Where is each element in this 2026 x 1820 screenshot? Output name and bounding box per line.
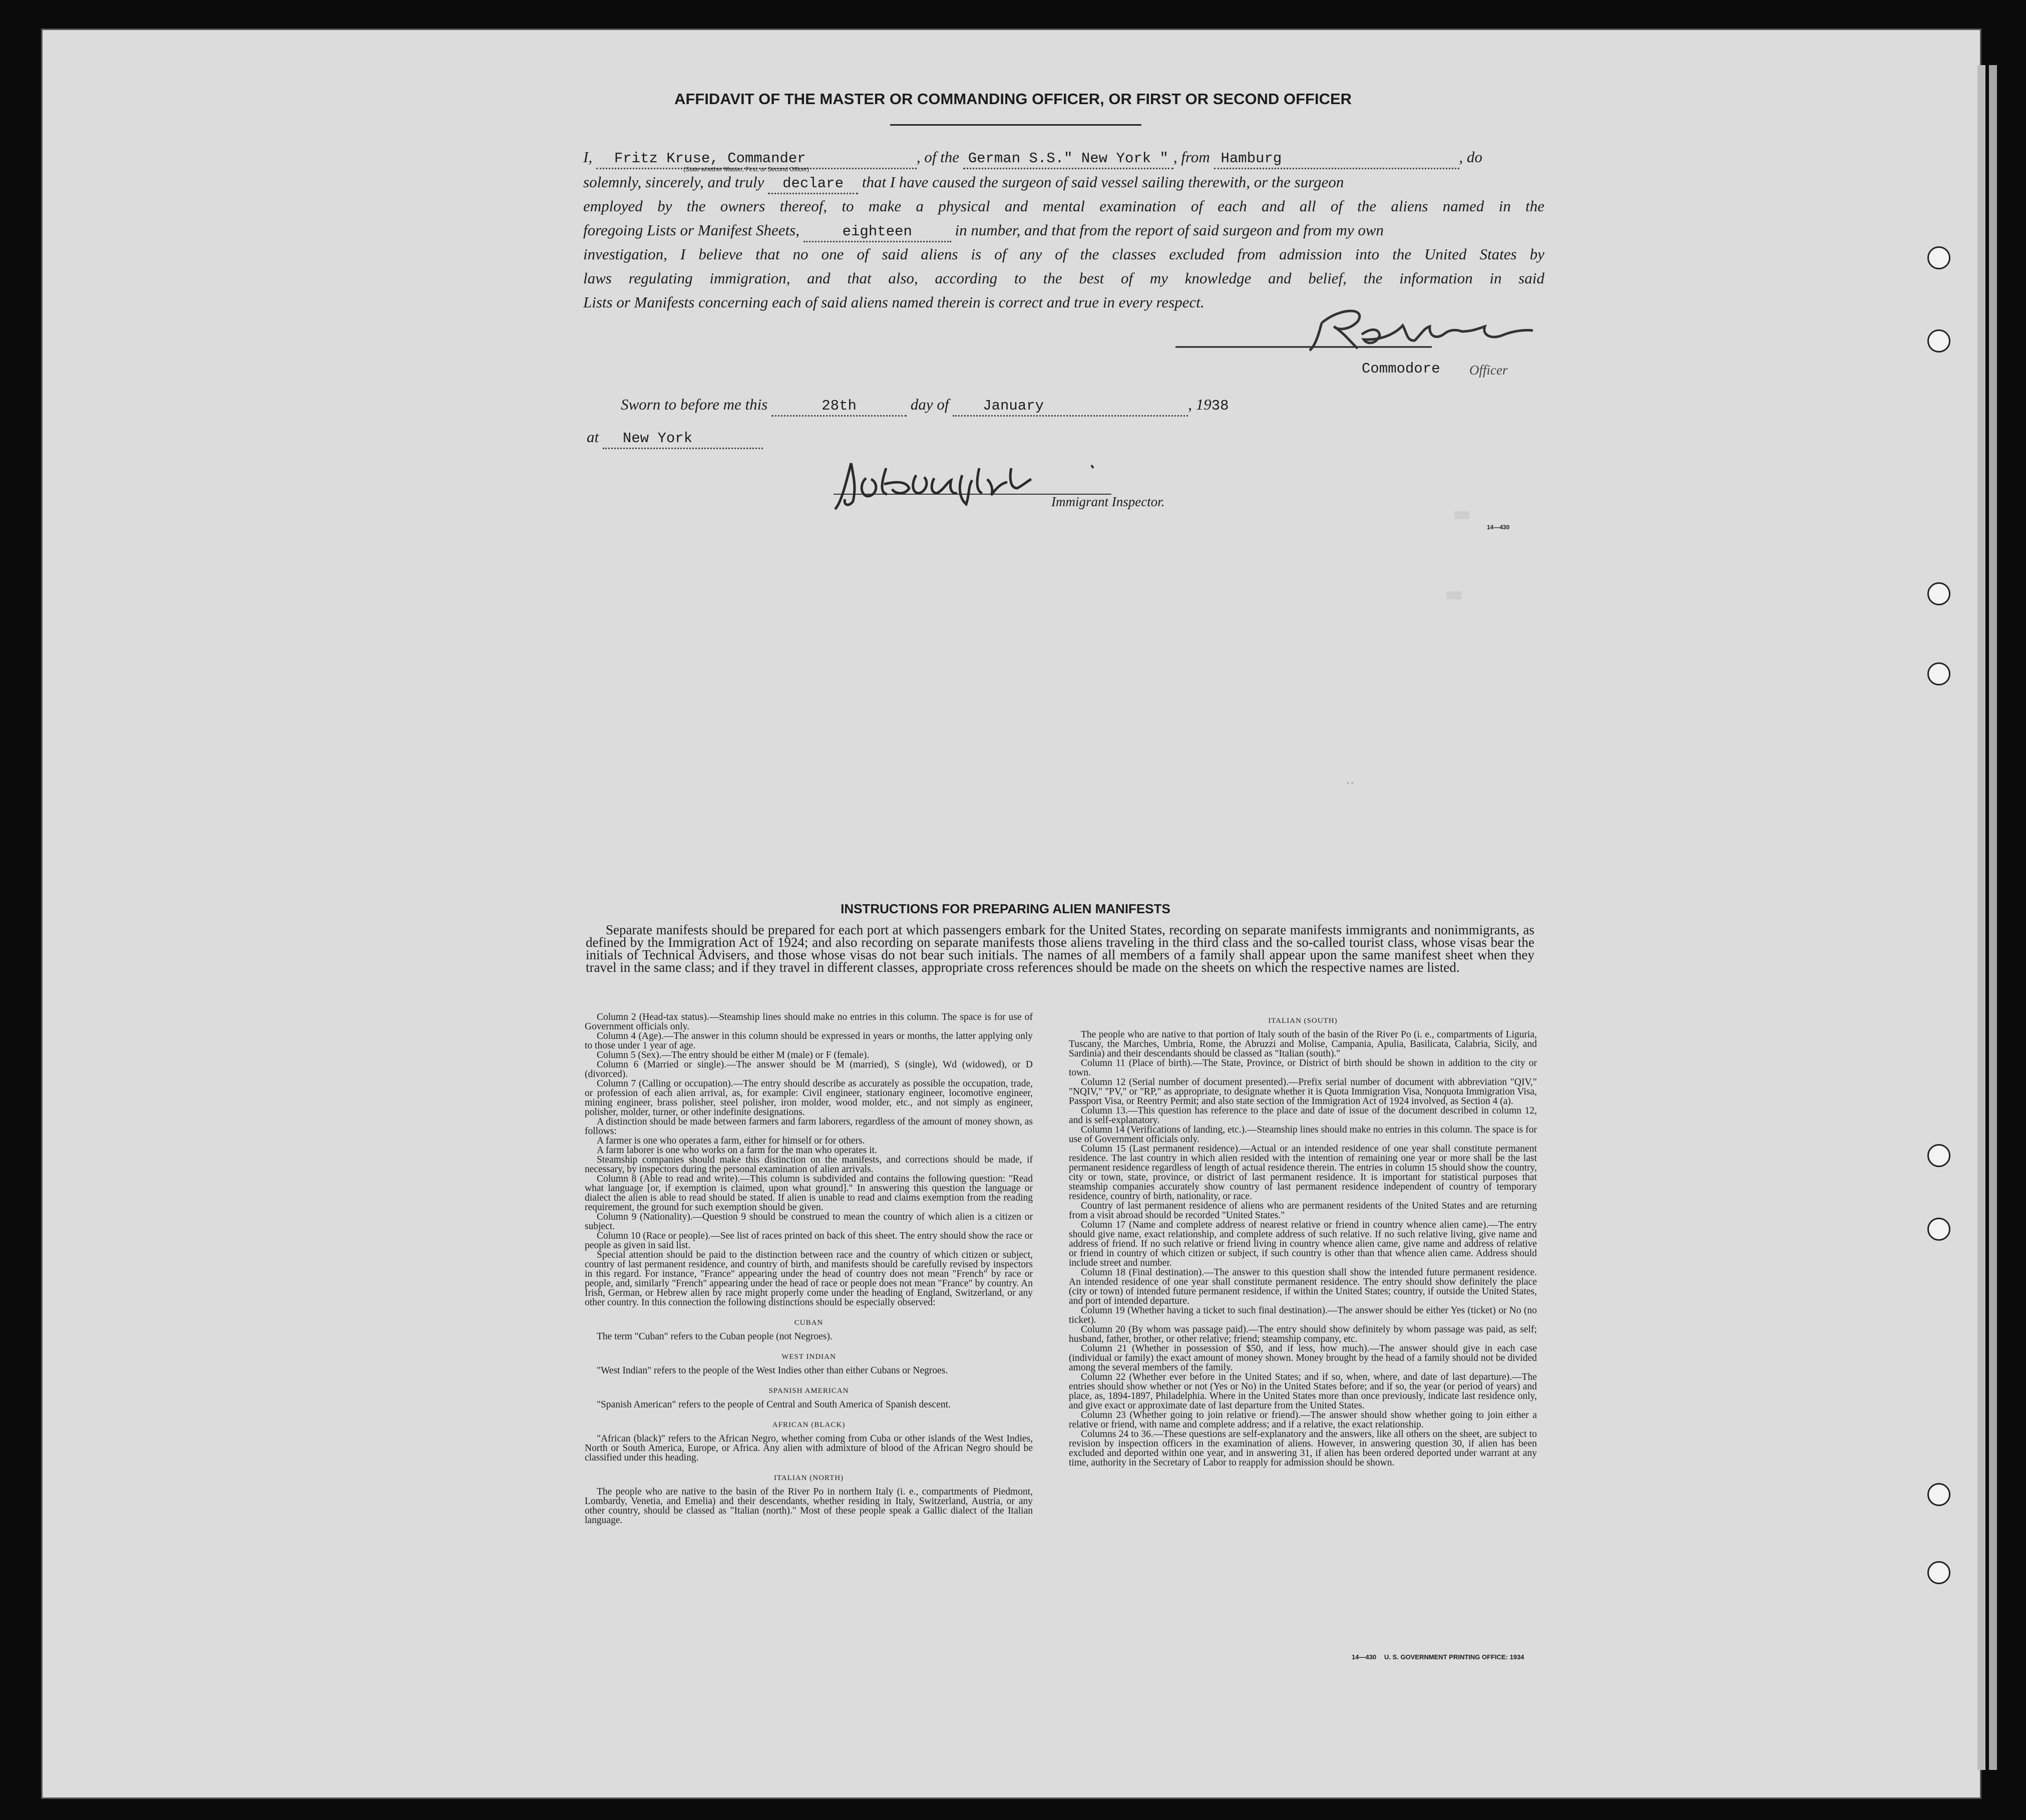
instructions-title: INSTRUCTIONS FOR PREPARING ALIEN MANIFESTS: [841, 901, 1170, 916]
commander-signature: [1171, 300, 1582, 355]
affidavit-line-3: employed by the owners thereof, to make a physical and mental examination of each and all of the aliens named in the: [583, 197, 1544, 215]
column-note: Column 7 (Calling or occupation).—The entry should describe as accurately as possible the occupation, trade, or profession of each alien arrival, as, for example: Civil engineer, stationary engineer, locomotive engineer, mining engineer, brass polisher, steel polisher, iron molder, wood molder, etc., and not simply as engineer, polisher, molder, turner, or other indefinite designations.: [585, 1078, 1033, 1118]
column-note: Column 13.—This question has reference to the place and date of issue of the document described in column 12, and is self-explanatory.: [1069, 1106, 1537, 1126]
signatory-title: Commodore: [1362, 360, 1440, 377]
definition-heading: WEST INDIAN: [781, 1353, 836, 1361]
footer-printer: U. S. GOVERNMENT PRINTING OFFICE: 1934: [1384, 1653, 1524, 1661]
definition-heading: CUBAN: [794, 1319, 824, 1327]
affidavit-line-2: [583, 170, 1544, 194]
column-note: Column 18 (Final destination).—The answer to this question shall show the intended future permanent residence. An intended residence of one year shall constitute permanent residence. The entry should show definitely the place (city or town) of intended future permanent residence, if within the United States; country, if outside the United States, and port of intended departure.: [1069, 1267, 1537, 1306]
text-of-the: , of the: [916, 148, 960, 166]
text-nineteen: , 19: [1188, 396, 1211, 413]
column-note: The people who are native to that portion of Italy south of the basin of the River Po (i. e., compartments of Liguria, Tuscany, the Marches, Umbria, Rome, the Abruzzi and Molise, Campania, Apulia, Basilicata, Calabria, Sicily, and Sardinia) and their descendants should be classed as "Italian (south).": [1069, 1029, 1537, 1059]
column-note: A farmer is one who operates a farm, either for himself or for others.: [597, 1136, 865, 1146]
binder-hole: [1927, 582, 1950, 605]
page-stack-edge: [1977, 65, 1985, 1770]
sworn-month-field[interactable]: January: [953, 397, 1188, 417]
text-surgeon: that I have caused the surgeon of said vessel sailing therewith, or the surgeon: [862, 173, 1344, 191]
binder-hole: [1927, 246, 1950, 269]
affidavit-line-7: Lists or Manifests concerning each of said aliens named therein is correct and true in every respect.: [583, 293, 1204, 311]
instructions-right-column: [1069, 1016, 1537, 1468]
sworn-place-line: [587, 428, 763, 449]
text-from: , from: [1173, 148, 1210, 166]
instructions-intro: Separate manifests should be prepared for each port at which passengers embark for the United States, recording on separate manifests immigrants and nonimmigrants, as defined by the Immigration Act of 1924; and also recording on separate manifests those aliens traveling in the third class and the so-called tourist class, whose visas bear the initials of Technical Advisers, and those whose visas do not bear such initials. The names of all members of a family shall appear upon the same manifest sheet when they travel in the same class; and if they travel in different classes, appropriate cross references should be made on the sheets on which the respective names are listed.: [586, 922, 1534, 975]
column-note: Column 15 (Last permanent residence).—Actual or an intended residence of one year shall constitute permanent residence. The last country in which alien resided with the intention of remaining one year or more shall be the last permanent residence regardless of length of actual residence therein. The entries in column 15 should show the country, city or town, state, province, or district of last permanent residence. It is important for statistical purposes that steamship companies accurately show country of last permanent residence independent of country of temporary residence, country of birth, nationality, or race.: [1069, 1144, 1537, 1202]
binder-hole: [1927, 329, 1950, 352]
column-note: Column 11 (Place of birth).—The State, Province, or District of birth should be shown in addition to the city or town.: [1069, 1058, 1537, 1078]
column-note: Steamship companies should make this distinction on the manifests, and corrections should be made, if necessary, by inspectors during the personal examination of alien arrivals.: [585, 1155, 1033, 1175]
port-field[interactable]: Hamburg: [1214, 150, 1459, 169]
text-i: I,: [583, 148, 593, 166]
definition-text: The people who are native to the basin of the River Po in northern Italy (i. e., compartments of Piedmont, Lombardy, Venetia, and Emelia) and their descendants, whether residing in Italy, Switzerland, Austria, or any other country, should be classed as "Italian (north)." Most of these people speak a Gallic dialect of the Italian language.: [585, 1487, 1033, 1526]
column-note: Columns 24 to 36.—These questions are self-explanatory and the answers, like all others on the sheet, are subject to revision by inspection officers in the examination of aliens. However, in answering question 30, if alien has been excluded and deported within one year, and in answering 31, if alien has been ordered deported under warrant at any time, authority in the Secretary of Labor to reapply for admission should be shown.: [1069, 1429, 1537, 1468]
sworn-line: [621, 396, 1229, 417]
definition-text: "African (black)" refers to the African Negro, whether coming from Cuba or other islands of the West Indies, North or South America, Europe, or Africa. Any alien with admixture of blood of the African Negro should be classified under this heading.: [585, 1433, 1033, 1463]
definition-heading: SPANISH AMERICAN: [768, 1387, 849, 1395]
sworn-place-field[interactable]: New York: [603, 430, 763, 449]
column-note: Column 14 (Verifications of landing, etc.).—Steamship lines should make no entries in this column. The space is for use of Government officials only.: [1069, 1125, 1537, 1145]
column-note: Column 19 (Whether having a ticket to such final destination).—The answer should be either Yes (ticket) or No (no ticket).: [1069, 1305, 1537, 1325]
column-note: Column 17 (Name and complete address of nearest relative or friend in country whence alien came).—The entry should give name, exact relationship, and complete address of such relative. If no such relative living, give name and address of friend. If no such relative or friend living in country whence alien came, give name and address of relative or friend in country of which citizen or subject, if such country is other than that whence alien came. Address should include street and number.: [1069, 1220, 1537, 1268]
binder-hole: [1927, 1561, 1950, 1584]
column-note: Column 6 (Married or single).—The answer should be M (married), S (single), Wd (widowed), or D (divorced).: [585, 1059, 1033, 1079]
definition-text: "Spanish American" refers to the people of Central and South America of Spanish descent.: [597, 1399, 951, 1410]
binder-hole: [1927, 1218, 1950, 1241]
text-do: , do: [1459, 148, 1482, 166]
declare-field[interactable]: declare: [768, 175, 858, 194]
officer-caption: (State whether Master, First, or Second Officer): [683, 166, 809, 173]
text-sworn: Sworn to before me this: [621, 396, 768, 413]
column-note: Country of last permanent residence of aliens who are permanent residents of the United States and are returning from a visit abroad should be recorded "United States.": [1069, 1201, 1537, 1221]
column-note: Column 22 (Whether ever before in the United States; and if so, when, where, and date of last departure).—The entries should show whether or not (Yes or No) in the United States before; and if so, the year (or period of years) and place, as, 1894-1897, Philadelphia. Where in the United States more than once previously, indicate last residence only, and give exact or approximate date of last departure from the United States.: [1069, 1372, 1537, 1411]
text-foregoing: foregoing Lists or Manifest Sheets,: [583, 221, 799, 239]
column-note: A distinction should be made between farmers and farm laborers, regardless of the amount of money shown, as follows:: [585, 1117, 1033, 1137]
definition-text: "West Indian" refers to the people of the West Indies other than either Cubans or Negroes.: [597, 1365, 948, 1376]
sworn-day-field[interactable]: 28th: [771, 397, 907, 417]
column-note: Column 2 (Head-tax status).—Steamship lines should make no entries in this column. The space is for use of Government officials only.: [585, 1012, 1033, 1032]
footer-form-number: 14—430: [1352, 1653, 1377, 1661]
instructions-left-column: [585, 1012, 1033, 1526]
faint-mark: ▪ ▪: [1347, 779, 1354, 787]
text-at: at: [587, 428, 599, 446]
affidavit-line-4: [583, 218, 1544, 242]
column-note: Column 10 (Race or people).—See list of races printed on back of this sheet. The entry should show the race or people as given in said list.: [585, 1231, 1033, 1251]
binder-hole: [1927, 662, 1950, 685]
inspector-title: Immigrant Inspector.: [1051, 494, 1165, 509]
column-note: A farm laborer is one who works on a farm for the man who operates it.: [597, 1145, 877, 1156]
column-note: Special attention should be paid to the distinction between race and the country of which citizen or subject, country of last permanent residence, and country of birth, and manifests should be carefully revised by inspectors in this regard. For instance, "France" appearing under the head of country does not mean "French" by race or people, and, similarly "French" appearing under the head of race or people does not mean "France" by country. An Irish, German, or Hebrew alien by race might properly come under the heading of England, Switzerland, or any other country. In this connection the following distinctions should be especially observed:: [585, 1250, 1033, 1308]
sheet-count-field[interactable]: eighteen: [803, 223, 951, 242]
text-solemnly: solemnly, sincerely, and truly: [583, 173, 764, 191]
definition-text: The term "Cuban" refers to the Cuban people (not Negroes).: [597, 1331, 833, 1342]
page-stack-edge: [1989, 65, 1997, 1770]
italian-south-heading: ITALIAN (SOUTH): [1268, 1017, 1338, 1025]
binder-hole: [1927, 1144, 1950, 1167]
form-mark: 14—430: [1487, 524, 1510, 531]
faint-mark: ▒▒▒: [1447, 591, 1462, 599]
sworn-year-field[interactable]: 38: [1211, 398, 1229, 414]
column-note: Column 20 (By whom was passage paid).—The entry should show definitely by whom passage was paid, as self; husband, father, brother, or other relative; friend; steamship company, etc.: [1069, 1324, 1537, 1344]
vessel-field[interactable]: German S.S." New York ": [963, 150, 1173, 169]
definition-heading: ITALIAN (NORTH): [773, 1474, 844, 1482]
binder-hole: [1927, 1483, 1950, 1506]
affidavit-line-5: investigation, I believe that no one of said aliens is of any of the classes excluded from admission into the United States by: [583, 245, 1544, 263]
column-note: Column 4 (Age).—The answer in this column should be expressed in years or months, the latter applying only to those under 1 year of age.: [585, 1031, 1033, 1051]
signatory-suffix: Officer: [1469, 362, 1508, 378]
faint-mark: ▒▒▒: [1454, 511, 1469, 519]
affidavit-line-6: laws regulating immigration, and that also, according to the best of my knowledge and belief, the information in said: [583, 269, 1544, 287]
column-note: Column 5 (Sex).—The entry should be either M (male) or F (female).: [597, 1050, 870, 1060]
column-note: Column 23 (Whether going to join relative or friend).—The answer should show whether going to join either a relative or friend, with name and complete address; and if a relative, the exact relationship.: [1069, 1410, 1537, 1430]
column-note: Column 21 (Whether in possession of $50, and if less, how much).—The answer should give in each case (individual or family) the exact amount of money shown. Money brought by the head of a family should not be divided among the several members of the family.: [1069, 1343, 1537, 1373]
column-note: Column 9 (Nationality).—Question 9 should be construed to mean the country of which alien is a citizen or subject.: [585, 1212, 1033, 1232]
title-rule: [890, 124, 1141, 126]
column-note: Column 12 (Serial number of document presented).—Prefix serial number of document with abbreviation "QIV," "NQIV," "PV," or "RP," as appropriate, to designate whether it is Quota Immigration Visa, Nonquota Immigration Visa, Passport Visa, or Reentry Permit; and also state section of the Immigration Act of 1924 involved, as Section 4 (a).: [1069, 1077, 1537, 1107]
definition-heading: AFRICAN (BLACK): [772, 1421, 846, 1429]
officer-field[interactable]: Fritz Kruse, Commander: [596, 150, 917, 169]
text-in-number: in number, and that from the report of said surgeon and from my own: [955, 221, 1384, 239]
affidavit-title: AFFIDAVIT OF THE MASTER OR COMMANDING OFFICER, OR FIRST OR SECOND OFFICER: [674, 90, 1352, 108]
text-day-of: day of: [910, 396, 949, 413]
column-note: Column 8 (Able to read and write).—This column is subdivided and contains the following question: "Read what language [or, if exemption is claimed, upon what ground]." In answering this question the language or dialect the alien is able to read should be stated. If alien is unable to read and claims exemption from the reading requirement, the ground for such exemption should be given.: [585, 1174, 1033, 1213]
